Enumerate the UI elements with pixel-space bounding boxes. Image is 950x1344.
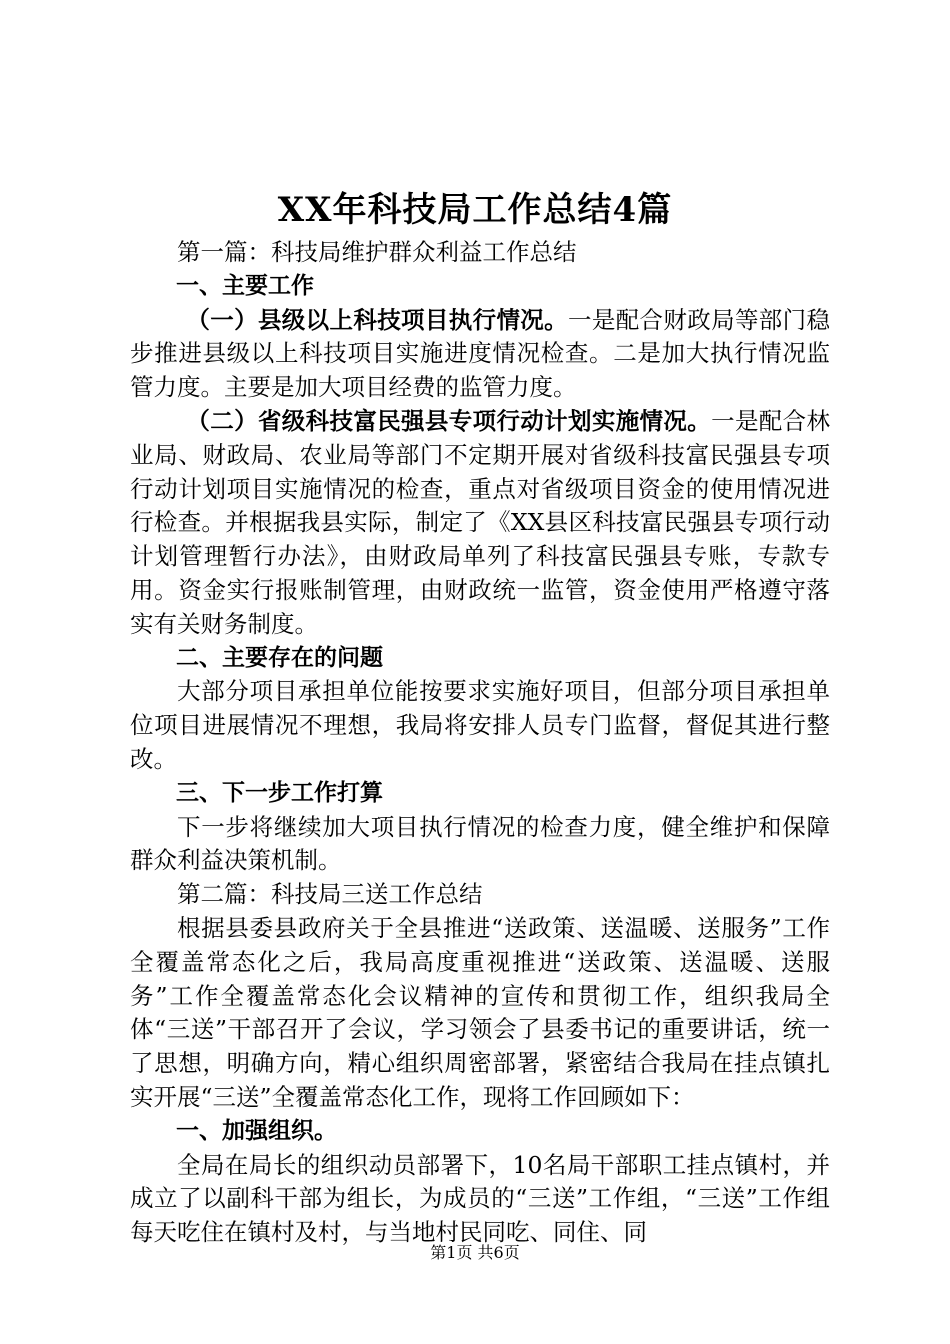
paragraph-lead: （一）县级以上科技项目执行情况。	[186, 305, 568, 334]
paragraph	[130, 304, 830, 405]
section-heading: 一、加强组织。	[176, 1117, 337, 1144]
paragraph: 全局在局长的组织动员部署下，10名局干部职工挂点镇村，并成立了以副科干部为组长，为成员的“三送”工作组，“三送”工作组每天吃住在镇村及村，与当地村民同吃、同住、同	[130, 1150, 830, 1247]
section-heading: 二、主要存在的问题	[176, 644, 383, 671]
page-footer: 第1页 共6页	[430, 1243, 520, 1262]
document-body	[130, 236, 830, 1250]
paragraph: 下一步将继续加大项目执行情况的检查力度，健全维护和保障群众利益决策机制。	[130, 812, 830, 875]
section-heading: 三、下一步工作打算	[176, 779, 383, 806]
paragraph: 根据县委县政府关于全县推进“送政策、送温暖、送服务”工作全覆盖常态化之后，我局高度重视推进“送政策、送温暖、送服务”工作全覆盖常态化会议精神的宣传和贯彻工作，组织我局全体“三送”干部召开了会议，学习领会了县委书记的重要讲话，统一了思想，明确方向，精心组织周密部署，紧密结合我局在挂点镇扎实开展“三送”全覆盖常态化工作，现将工作回顾如下：	[130, 913, 830, 1111]
document-title: XX年科技局工作总结4篇	[277, 190, 673, 230]
paragraph: 第二篇：科技局三送工作总结	[177, 880, 483, 909]
paragraph: 大部分项目承担单位能按要求实施好项目，但部分项目承担单位项目进展情况不理想，我局将安排人员专门监督，督促其进行整改。	[130, 677, 830, 773]
paragraph-text: 一是配合林业局、财政局、农业局等部门不定期开展对省级科技富民强县专项行动计划项目实施情况的检查，重点对省级项目资金的使用情况进行检查。并根据我县实际，制定了《XX县区科技富民强县专项行动计划管理暂行办法》，由财政局单列了科技富民强县专账，专款专用。资金实行报账制管理，由财政统一监管，资金使用严格遵守落实有关财务制度。	[130, 406, 831, 638]
paragraph: 第一篇：科技局维护群众利益工作总结	[177, 238, 577, 266]
paragraph-text: 一是配合财政局等部门稳步推进县级以上科技项目实施进度情况检查。二是加大执行情况监管力度。主要是加大项目经费的监管力度。	[130, 305, 831, 402]
paragraph	[130, 405, 830, 642]
paragraph-lead: （二）省级科技富民强县专项行动计划实施情况。	[186, 406, 712, 435]
section-heading: 一、主要工作	[176, 272, 314, 299]
